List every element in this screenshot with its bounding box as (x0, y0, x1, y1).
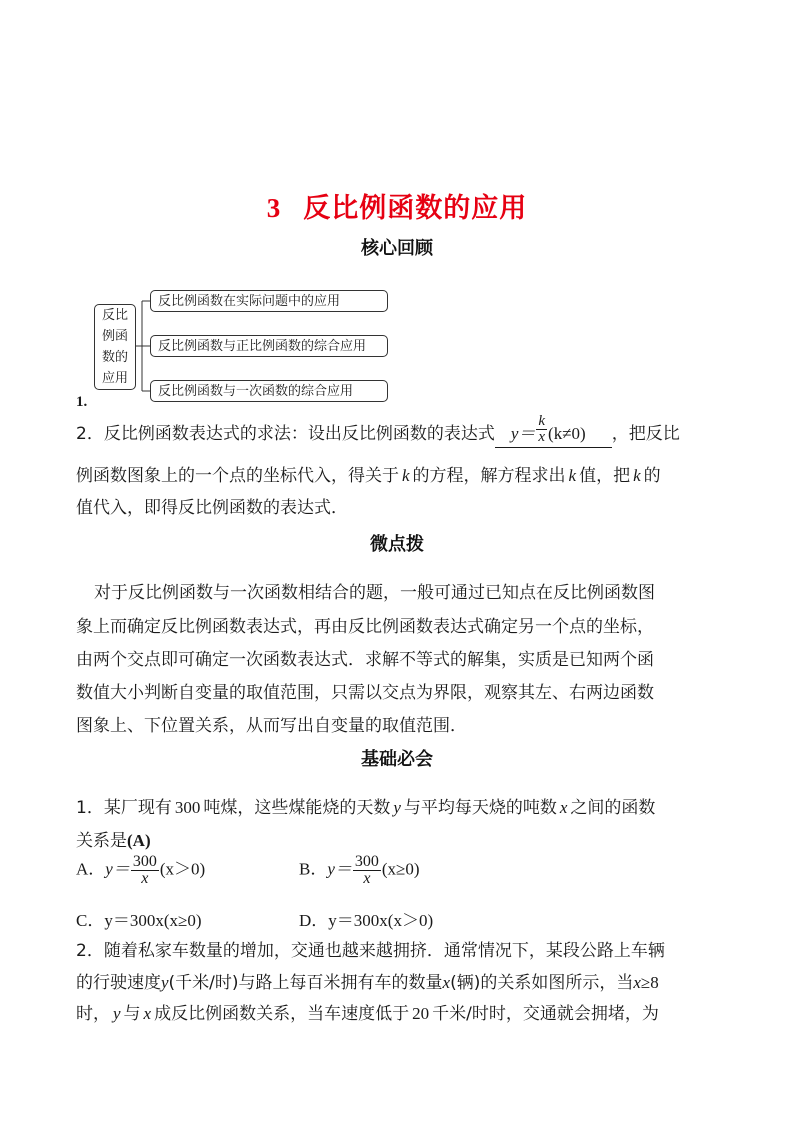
variable-x: x (633, 973, 641, 992)
option-d (299, 906, 433, 931)
item-2-prefix: 2．反比例函数表达式的求法：设出反比例函数的表达式 (76, 424, 495, 444)
option-lhs: y＝ (105, 859, 130, 879)
text-span: ≥8 (640, 973, 659, 992)
text-span: 与平均每天烧的吨数 (403, 798, 557, 818)
option-text: y＝300x(x≥0) (104, 911, 202, 930)
page-title (0, 186, 794, 225)
item-2-condition: (k≠0) (548, 424, 586, 443)
tip-line: 对于反比例函数与一次函数相结合的题，一般可通过已知点在反比例函数图 (94, 583, 655, 603)
tip-line: 图象上、下位置关系，从而写出自变量的取值范围． (76, 716, 467, 736)
option-lhs: y＝ (327, 859, 352, 879)
text-span: 的行驶速度 (76, 973, 161, 993)
fraction-denominator: x (538, 428, 546, 445)
option-a (76, 854, 205, 887)
option-fraction (131, 854, 159, 887)
item-2-fraction (536, 414, 547, 445)
variable-x: x (559, 798, 568, 817)
text-span: 之间的函数 (570, 798, 656, 818)
item-2-line-3: 值代入，即得反比例函数的表达式． (76, 498, 348, 518)
diagram-branch: 反比例函数与正比例函数的综合应用 (150, 335, 388, 357)
text-span: 例函数图象上的一个点的坐标代入，得关于 (76, 466, 399, 486)
text-span: 成反比例函数关系，当车速度低于 (154, 1004, 410, 1024)
variable-k: k (633, 466, 641, 485)
item-2-line-2 (76, 460, 661, 493)
fraction-numerator: 300 (354, 853, 379, 870)
variable-y: y (393, 798, 401, 817)
variable-k: k (402, 466, 410, 485)
option-condition: (x＞0) (159, 859, 206, 879)
answer-mark: (A) (127, 831, 151, 850)
question-2-line-3 (76, 998, 659, 1031)
text-span: (千米/时)与路上每百米拥有车的数量 (168, 973, 443, 993)
variable-k: k (568, 466, 577, 485)
text-span: 吨煤，这些煤能烧的天数 (203, 798, 391, 818)
variable-y: y (113, 1004, 121, 1023)
tip-line: 由两个交点即可确定一次函数表达式．求解不等式的解集，实质是已知两个函 (76, 650, 654, 670)
number-20: 20 (412, 1004, 430, 1023)
diagram-root-line: 应用 (101, 371, 128, 386)
item-2-formula-y: y＝ (510, 424, 536, 443)
question-1-line-1 (76, 792, 655, 825)
option-c (76, 906, 202, 931)
option-label: B． (299, 859, 328, 879)
text-span: (辆)的关系如图所示，当 (450, 973, 634, 993)
tip-line: 象上而确定反比例函数表达式，再由反比例函数表达式确定另一个点的坐标， (76, 617, 654, 637)
number-300: 300 (174, 798, 201, 817)
section-heading-basic: 基础必会 (361, 749, 433, 770)
text-span: 关系是 (76, 831, 127, 851)
diagram-branch: 反比例函数与一次函数的综合应用 (150, 380, 388, 402)
diagram-branch: 反比例函数在实际问题中的应用 (150, 290, 388, 312)
title-text: 反比例函数的应用 (303, 193, 528, 224)
option-condition: (x≥0) (381, 859, 420, 879)
text-span: 的 (643, 466, 661, 486)
diagram-root-box (94, 304, 136, 390)
text-span: 千米/时时，交通就会拥堵，为 (432, 1004, 659, 1024)
text-span: 值，把 (579, 466, 631, 486)
fraction-denominator: x (363, 870, 371, 887)
diagram-root-line: 数的 (101, 350, 128, 365)
title-number: 3 (266, 193, 282, 223)
variable-x: x (143, 1004, 152, 1023)
fraction-denominator: x (141, 870, 149, 887)
option-text: y＝300x(x＞0) (328, 911, 434, 930)
text-span: 时， (76, 1004, 110, 1024)
diagram-root-line: 例函 (101, 329, 128, 344)
question-2-line-1: 2．随着私家车数量的增加，交通也越来越拥挤．通常情况下，某段公路上车辆 (76, 941, 665, 961)
text-span: 的方程，解方程求出 (412, 466, 566, 486)
variable-y: y (161, 973, 169, 992)
diagram-root-line: 反比 (101, 308, 128, 323)
option-fraction (353, 854, 381, 887)
option-b (299, 854, 420, 887)
item-2-answer-blank (495, 412, 612, 448)
text-span: 1．某厂现有 (76, 798, 172, 818)
option-label: C． (76, 911, 105, 930)
question-2-line-2 (76, 967, 659, 1000)
text-span: 与 (123, 1004, 141, 1024)
section-heading-review: 核心回顾 (361, 238, 433, 259)
fraction-numerator: 300 (132, 853, 157, 870)
section-heading-tip: 微点拨 (370, 534, 424, 555)
item-2-line-1 (76, 412, 680, 451)
variable-x: x (442, 973, 451, 992)
tip-line: 数值大小判断自变量的取值范围，只需以交点为界限，观察其左、右两边函数 (76, 683, 654, 703)
item-1-label: 1. (76, 394, 88, 410)
item-2-suffix: ，把反比 (611, 424, 680, 444)
option-label: D． (299, 911, 329, 930)
fraction-numerator: k (538, 412, 546, 429)
option-label: A． (76, 859, 106, 879)
